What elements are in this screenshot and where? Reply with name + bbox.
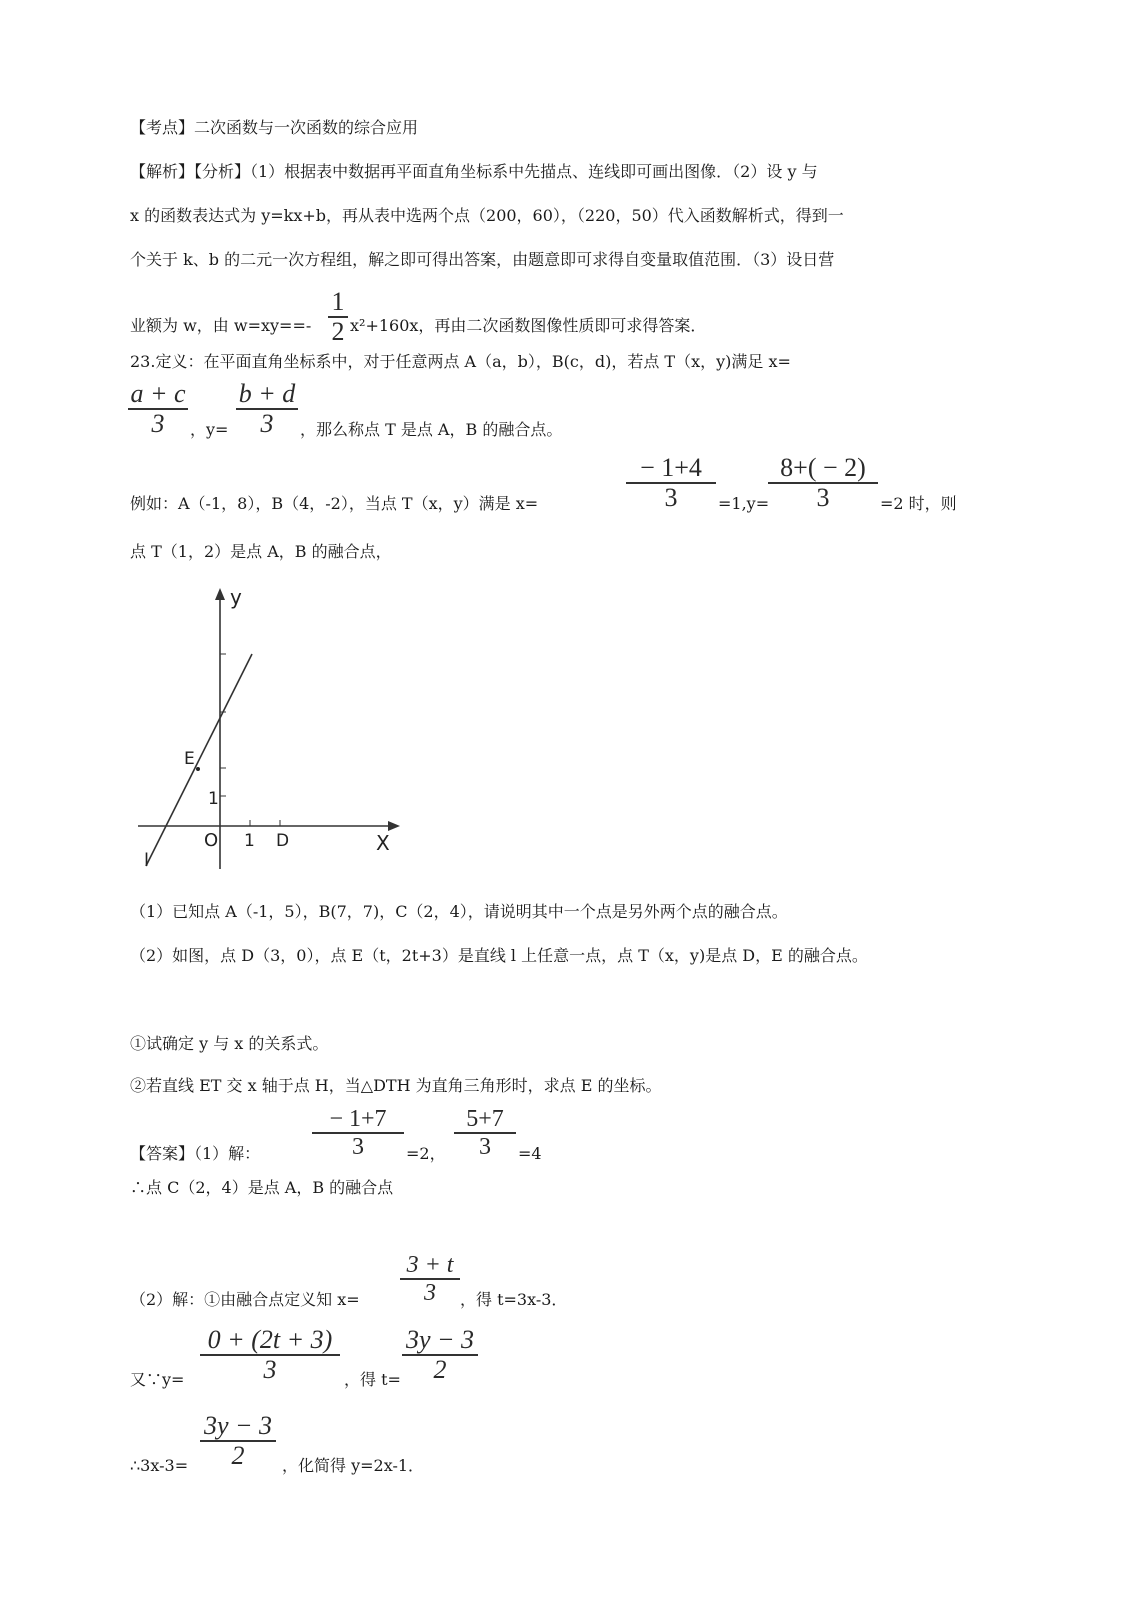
answer-line-5b: ，化简得 y=2x-1． [282, 1456, 425, 1475]
fraction-numerator: 5+7 [466, 1106, 504, 1132]
line-l [146, 654, 252, 866]
fraction-y-2t [200, 1326, 340, 1384]
question-2-part-2: ②若直线 ET 交 x 轴于点 H，当△DTH 为直角三角形时，求点 E 的坐标。 [130, 1076, 662, 1095]
fraction-denominator: 2 [231, 1441, 245, 1470]
y-axis-label: y [230, 585, 242, 609]
coordinate-graph [130, 584, 410, 874]
example-line-2: 点 T（1，2）是点 A，B 的融合点， [130, 542, 392, 561]
answer-line-3b: ，得 t=3x-3． [460, 1290, 568, 1309]
question-2: （2）如图，点 D（3，0），点 E（t，2t+3）是直线 l 上任意一点，点 T（x，y)是点 D，E 的融合点。 [130, 946, 868, 965]
fraction-numerator: 0 + (2t + 3) [207, 1325, 333, 1354]
analysis-line-4b: x²+160x，再由二次函数图像性质即可求得答案． [350, 316, 707, 335]
fraction-denominator: 2 [331, 317, 345, 346]
y-tick-label: 1 [208, 789, 219, 809]
l-label: l [144, 850, 150, 871]
answer-line-1a: 【答案】（1）解： [130, 1144, 261, 1163]
fraction-denominator: 3 [664, 483, 678, 512]
e-label: E [184, 749, 195, 769]
fraction-numerator: 3y − 3 [203, 1411, 273, 1440]
answer-line-2: ∴点 C（2，4）是点 A，B 的融合点 [130, 1178, 394, 1197]
fraction-numerator: b + d [238, 379, 296, 408]
fraction-answer-x [312, 1106, 404, 1160]
answer-line-5a: ∴3x-3= [130, 1456, 189, 1475]
fraction-denominator: 3 [352, 1134, 364, 1160]
answer-line-3a: （2）解：①由融合点定义知 x= [130, 1290, 360, 1309]
analysis-line-1: 【解析】【分析】（1）根据表中数据再平面直角坐标系中先描点、连线即可画出图像．（2）设 y 与 [130, 162, 818, 181]
origin-label: O [204, 830, 219, 851]
fraction-3y-3-first [402, 1326, 478, 1384]
answer-line-4b: ，得 t= [344, 1370, 401, 1389]
definition-y-label: ，y= [190, 420, 229, 439]
fraction-answer-y [454, 1106, 516, 1160]
d-label: D [276, 831, 290, 851]
answer-line-1c: =4 [518, 1144, 542, 1163]
question-1: （1）已知点 A（-1，5），B(7，7)，C（2，4），请说明其中一个点是另外两个点的融合点。 [130, 902, 788, 921]
fraction-numerator: 8+( − 2) [780, 453, 866, 482]
fraction-numerator: 3y − 3 [405, 1325, 475, 1354]
point-e [196, 767, 200, 771]
fraction-example-x [626, 454, 716, 512]
y-axis-arrow [215, 588, 225, 600]
example-line-a: 例如：A（-1，8），B（4，-2），当点 T（x，y）满是 x= [130, 494, 539, 513]
fraction-numerator: − 1+4 [640, 453, 702, 482]
x-axis-arrow [388, 821, 400, 831]
topic-line: 【考点】二次函数与一次函数的综合应用 [130, 118, 419, 137]
answer-line-1b: =2， [406, 1144, 446, 1163]
fraction-numerator: − 1+7 [329, 1106, 387, 1132]
analysis-line-3: 个关于 k、b 的二元一次方程组，解之即可得出答案，由题意即可求得自变量取值范围．（3）设日营 [130, 250, 835, 269]
definition-line: 23.定义：在平面直角坐标系中，对于任意两点 A（a，b），B(c，d)，若点 T（x，y)满足 x= [130, 352, 791, 371]
x-axis-label: X [376, 831, 390, 855]
definition-tail: ，那么称点 T 是点 A，B 的融合点。 [300, 420, 563, 439]
fraction-denominator: 3 [260, 409, 274, 438]
example-line-c: =2 时，则 [880, 494, 957, 513]
fraction-numerator: a + c [130, 379, 186, 408]
fraction-numerator: 1 [331, 287, 345, 316]
analysis-line-4a: 业额为 w，由 w=xy==- [130, 316, 312, 335]
fraction-denominator: 3 [263, 1355, 277, 1384]
fraction-numerator: 3 + t [406, 1252, 454, 1278]
fraction-a-plus-c [128, 380, 188, 438]
question-2-part-1: ①试确定 y 与 x 的关系式。 [130, 1034, 329, 1053]
answer-line-4a: 又∵y= [130, 1370, 185, 1389]
fraction-b-plus-d [236, 380, 298, 438]
fraction-half [328, 288, 348, 346]
fraction-example-y [768, 454, 878, 512]
example-line-b: =1,y= [718, 494, 770, 513]
fraction-t [400, 1252, 460, 1306]
fraction-3y-3-second [200, 1412, 276, 1470]
fraction-denominator: 3 [151, 409, 165, 438]
fraction-denominator: 2 [433, 1355, 447, 1384]
fraction-denominator: 3 [816, 483, 830, 512]
fraction-denominator: 3 [424, 1280, 436, 1306]
fraction-denominator: 3 [479, 1134, 491, 1160]
x-tick-label: 1 [244, 831, 255, 851]
analysis-line-2: x 的函数表达式为 y=kx+b，再从表中选两个点（200，60），（220，50）代入函数解析式，得到一 [130, 206, 844, 225]
